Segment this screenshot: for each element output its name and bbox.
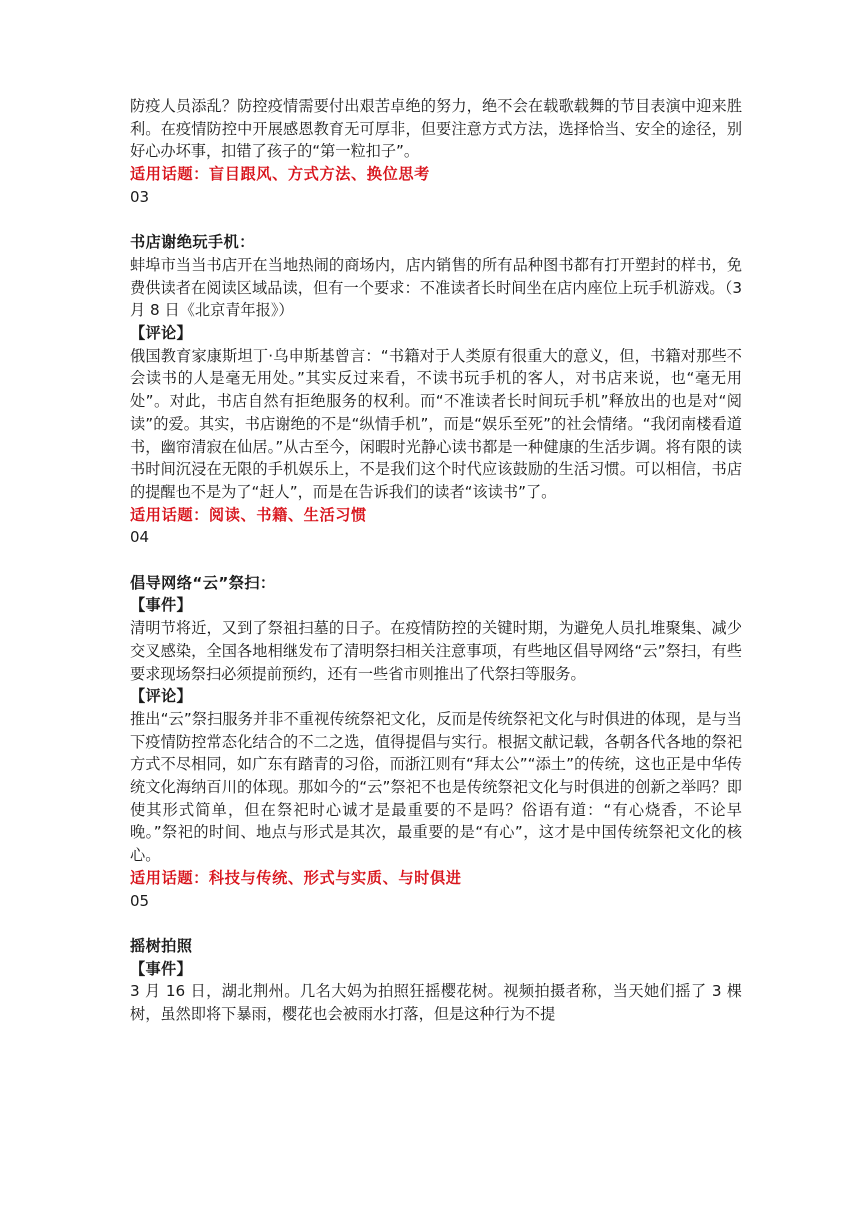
- section-05-event: 3 月 16 日，湖北荆州。几名大妈为拍照狂摇樱花树。视频拍摄者称，当天她们摇了 3 棵树，虽然即将下暴雨，樱花也会被雨水打落，但是这种行为不提: [130, 982, 742, 1024]
- section-04-event-tag: 【事件】: [130, 596, 192, 615]
- section-04-title: 倡导网络“云”祭扫：: [130, 573, 276, 592]
- section-03-title: 书店谢绝玩手机：: [130, 233, 255, 252]
- section-02-body: 防疫人员添乱？防控疫情需要付出艰苦卓绝的努力，绝不会在载歌载舞的节目表演中迎来胜利。在疫情防控中开展感恩教育无可厚非，但要注意方式方法，选择恰当、安全的途径，别好心办坏事，扣错了孩子的“第一粒扣子”。: [130, 97, 742, 161]
- spacer: [130, 912, 742, 935]
- section-03-comment-tag: 【评论】: [130, 324, 192, 343]
- section-04-event: 清明节将近，又到了祭祖扫墓的日子。在疫情防控的关键时期，为避免人员扎堆聚集、减少交叉感染，全国各地相继发布了清明祭扫相关注意事项，有些地区倡导网络“云”祭扫，有些要求现场祭扫必须提前预约，还有一些省市则推出了代祭扫等服务。: [130, 619, 742, 683]
- section-04-comment-tag: 【评论】: [130, 687, 192, 706]
- document-body: [130, 95, 742, 1026]
- section-05-event-tag: 【事件】: [130, 959, 192, 978]
- section-03-body: 蚌埠市当当书店开在当地热闹的商场内，店内销售的所有品种图书都有打开塑封的样书，免费供读者在阅读区域品读，但有一个要求：不准读者长时间坐在店内座位上玩手机游戏。（3 月 8 日《北京青年报》）: [130, 255, 742, 320]
- section-04-number: 04: [130, 528, 150, 547]
- section-03-topics: 适用话题：阅读、书籍、生活习惯: [130, 505, 367, 524]
- section-05-number: 05: [130, 891, 150, 910]
- section-05-title: 摇树拍照: [130, 936, 193, 955]
- section-04-comment: 推出“云”祭扫服务并非不重视传统祭祀文化，反而是传统祭祀文化与时俱进的体现，是与当下疫情防控常态化结合的不二之选，值得提倡与实行。根据文献记载，各朝各代各地的祭祀方式不尽相同，如广东有踏青的习俗，而浙江则有“拜太公”“添土”的传统，这也正是中华传统文化海纳百川的体现。那如今的“云”祭祀不也是传统祭祀文化与时俱进的创新之举吗？即使其形式简单，但在祭祀时心诚才是最重要的不是吗？俗语有道：“有心烧香，不论早晚。”祭祀的时间、地点与形式是其次，最重要的是“有心”，这才是中国传统祭祀文化的核心。: [130, 709, 742, 865]
- spacer: [130, 209, 742, 232]
- section-03-number: 03: [130, 187, 150, 206]
- spacer: [130, 549, 742, 572]
- section-04-topics: 适用话题：科技与传统、形式与实质、与时俱进: [130, 868, 462, 887]
- section-03-comment: 俄国教育家康斯坦丁·乌申斯基曾言：“书籍对于人类原有很重大的意义，但，书籍对那些不会读书的人是毫无用处。”其实反过来看，不读书玩手机的客人，对书店来说，也“毫无用处”。对此，书店自然有拒绝服务的权利。而“不准读者长时间玩手机”释放出的也是对“阅读”的爱。其实，书店谢绝的不是“纵情手机”，而是“娱乐至死”的社会情绪。“我闭南楼看道书，幽帘清寂在仙居。”从古至今，闲暇时光静心读书都是一种健康的生活步调。将有限的读书时间沉浸在无限的手机娱乐上，不是我们这个时代应该鼓励的生活习惯。可以相信，书店的提醒也不是为了“赶人”，而是在告诉我们的读者“该读书”了。: [130, 346, 742, 501]
- section-02-topics: 适用话题：盲目跟风、方式方法、换位思考: [130, 165, 430, 184]
